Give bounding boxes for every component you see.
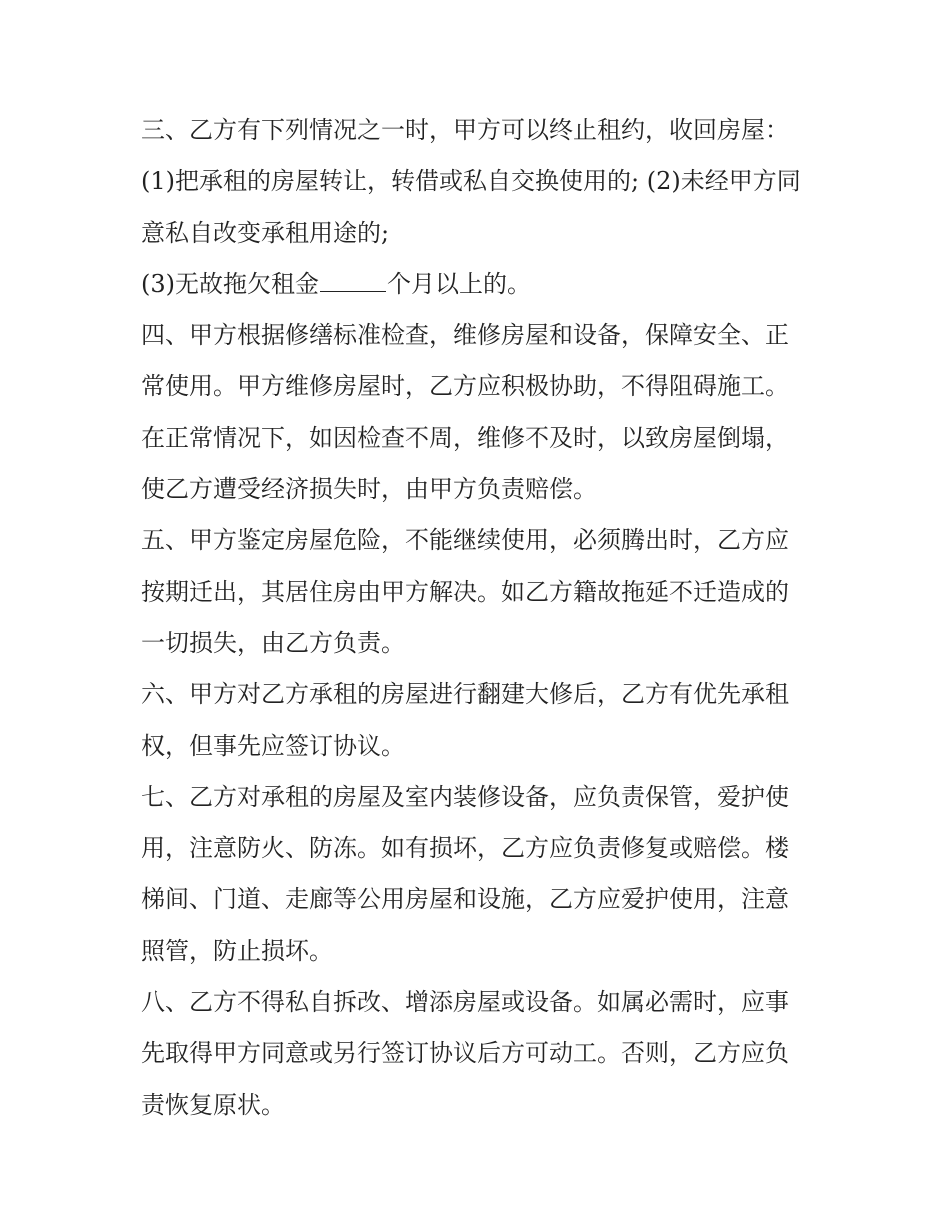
text-line-with-blank xyxy=(141,259,811,310)
fill-in-blank xyxy=(320,291,386,292)
text-line: 一切损失，由乙方负责。 xyxy=(141,628,405,657)
text-line: 七、乙方对承租的房屋及室内装修设备，应负责保管，爱护使 xyxy=(141,782,789,811)
text-line: 五、甲方鉴定房屋危险，不能继续使用，必须腾出时，乙方应 xyxy=(141,526,789,555)
text-segment: (3)无故拖欠租金 xyxy=(141,269,319,298)
document-body xyxy=(141,105,811,1131)
text-line: 梯间、门道、走廊等公用房屋和设施，乙方应爱护使用，注意 xyxy=(141,885,789,914)
text-line: 八、乙方不得私自拆改、增添房屋或设备。如属必需时，应事 xyxy=(141,988,789,1017)
text-line: 三、乙方有下列情况之一时，甲方可以终止租约，收回房屋： xyxy=(141,116,789,144)
text-line: 意私自改变承租用途的; xyxy=(141,218,390,247)
text-line: 用，注意防火、防冻。如有损坏，乙方应负责修复或赔偿。楼 xyxy=(141,834,789,863)
text-line: 照管，防止损坏。 xyxy=(141,936,333,965)
text-line: 使乙方遭受经济损失时，由甲方负责赔偿。 xyxy=(141,475,597,504)
text-line: 权，但事先应签订协议。 xyxy=(141,731,405,760)
text-line: 六、甲方对乙方承租的房屋进行翻建大修后，乙方有优先承租 xyxy=(141,680,789,709)
text-line: 在正常情况下，如因检查不周，维修不及时，以致房屋倒塌， xyxy=(141,423,789,452)
text-line: (1)把承租的房屋转让，转借或私自交换使用的; (2)未经甲方同 xyxy=(141,167,801,196)
text-line: 责恢复原状。 xyxy=(141,1090,285,1119)
text-line: 按期迁出，其居住房由甲方解决。如乙方籍故拖延不迁造成的 xyxy=(141,577,789,606)
text-line: 先取得甲方同意或另行签订协议后方可动工。否则，乙方应负 xyxy=(141,1039,789,1068)
text-line: 四、甲方根据修缮标准检查，维修房屋和设备，保障安全、正 xyxy=(141,321,789,350)
text-segment: 个月以上的。 xyxy=(387,269,531,298)
text-line: 常使用。甲方维修房屋时，乙方应积极协助，不得阻碍施工。 xyxy=(141,372,789,401)
